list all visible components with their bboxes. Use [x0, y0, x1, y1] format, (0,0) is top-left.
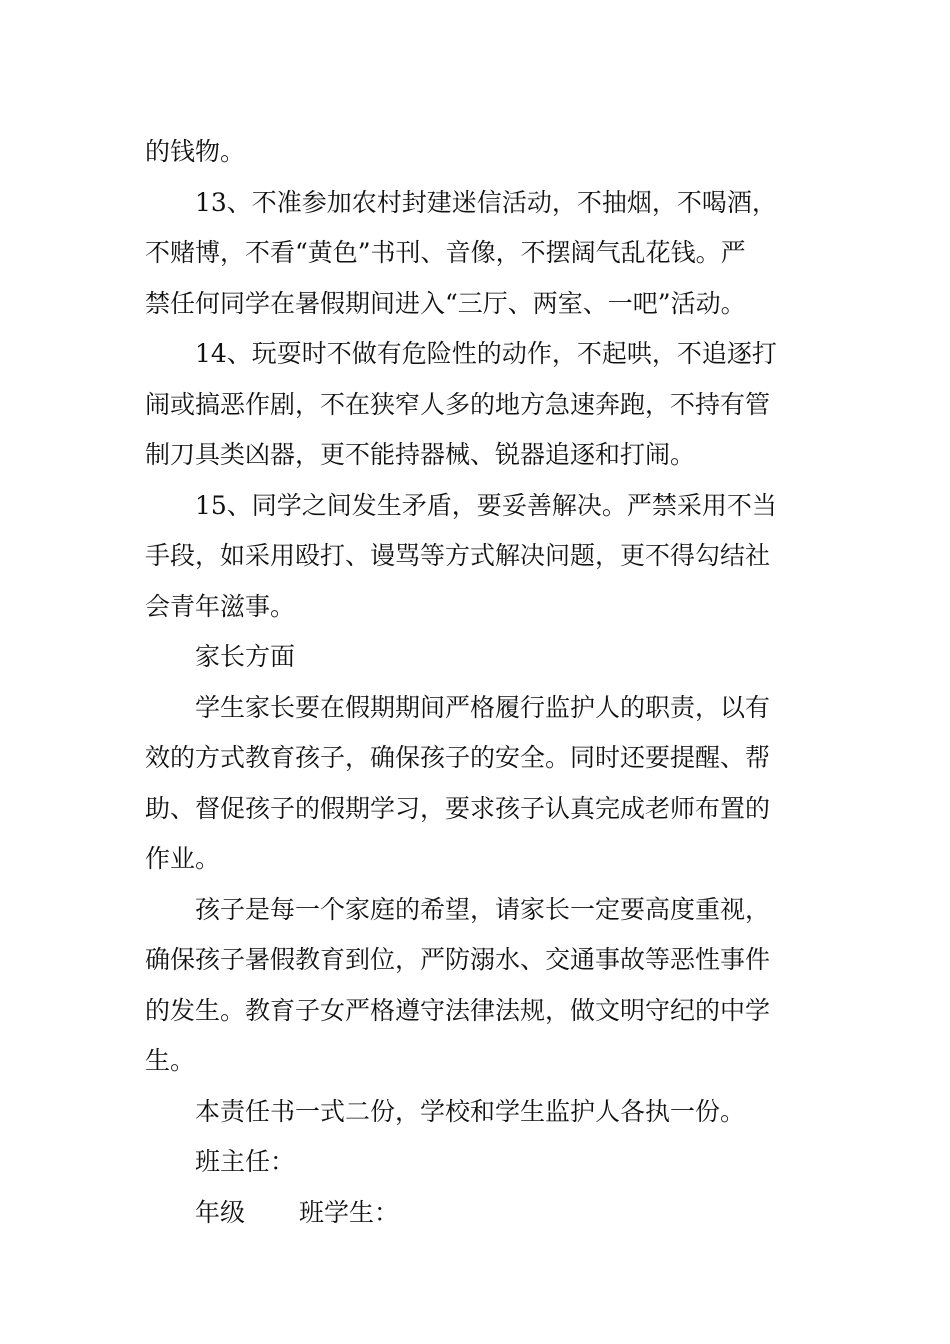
- parents-paragraph-line-4: 作业。: [145, 844, 221, 873]
- grade-student-signature-row: [145, 1188, 807, 1239]
- parents-paragraph-line-1: 学生家长要在假期期间严格履行监护人的职责，以有: [195, 692, 771, 722]
- section-heading-parents: 家长方面: [195, 642, 296, 671]
- parents-paragraph-line-2: 效的方式教育孩子，确保孩子的安全。同时还要提醒、帮: [145, 743, 771, 772]
- copies-statement: 本责任书一式二份，学校和学生监护人各执一份。: [195, 1096, 746, 1126]
- document-body: [145, 127, 807, 1238]
- item-13-line-1: 13、不准参加农村封建迷信活动，不抽烟，不喝酒，: [195, 187, 777, 217]
- item-14-line-1: 14、玩耍时不做有危险性的动作，不起哄，不追逐打: [195, 339, 777, 368]
- hope-paragraph-line-2: 确保孩子暑假教育到位，严防溺水、交通事故等恶性事件: [145, 945, 771, 974]
- hope-paragraph-line-4: 生。: [145, 1046, 196, 1075]
- hope-paragraph-line-3: 的发生。教育子女严格遵守法律法规，做文明守纪的中学: [145, 995, 771, 1025]
- grade-label: 年级: [195, 1197, 246, 1227]
- item-15-line-3: 会青年滋事。: [145, 591, 296, 621]
- item-13-line-2: 不赌博，不看“黄色”书刊、音像，不摆阔气乱花钱。严: [145, 238, 746, 267]
- text-line: 的钱物。: [145, 137, 246, 166]
- class-student-label: 班学生：: [299, 1197, 400, 1227]
- item-15-line-2: 手段，如采用殴打、谩骂等方式解决问题，更不得勾结社: [145, 541, 771, 570]
- hope-paragraph-line-1: 孩子是每一个家庭的希望，请家长一定要高度重视，: [195, 894, 771, 924]
- item-14-line-2: 闹或搞恶作剧，不在狭窄人多的地方急速奔跑，不持有管: [145, 389, 771, 419]
- head-teacher-signature-label: 班主任：: [195, 1147, 296, 1176]
- item-14-line-3: 制刀具类凶器，更不能持器械、锐器追逐和打闹。: [145, 440, 696, 469]
- parents-paragraph-line-3: 助、督促孩子的假期学习，要求孩子认真完成老师布置的: [145, 793, 771, 823]
- item-15-line-1: 15、同学之间发生矛盾，要妥善解决。严禁采用不当: [195, 490, 777, 520]
- item-13-line-3: 禁任何同学在暑假期间进入“三厅、两室、一吧”活动。: [145, 288, 746, 318]
